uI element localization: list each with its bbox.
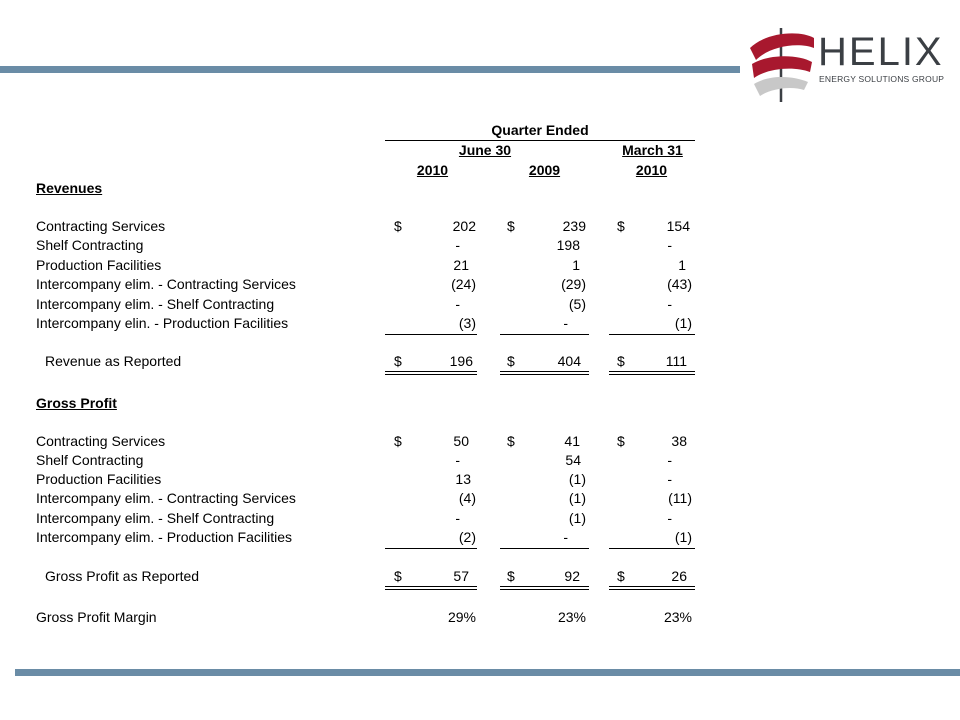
- cell-value: 29%: [447, 609, 476, 625]
- currency-symbol: $: [617, 218, 625, 234]
- cell-value: (1): [568, 510, 586, 526]
- row-label: Intercompany elim. - Shelf Contracting: [36, 510, 275, 526]
- header-year-2: 2009: [528, 162, 561, 178]
- cell-value: -: [563, 315, 568, 331]
- table-row: [0, 257, 960, 276]
- cell-value: 21: [453, 257, 469, 273]
- cell-value: 26: [671, 568, 687, 584]
- cell-value: 1: [572, 257, 580, 273]
- total-double-underline: [609, 586, 695, 590]
- row-label: Intercompany elim. - Production Facilities: [36, 529, 292, 545]
- subtotal-underline: [609, 334, 695, 335]
- cell-value: 154: [666, 218, 690, 234]
- subtotal-underline: [500, 548, 589, 549]
- table-row-margin: [0, 609, 960, 628]
- header-quarter-ended: Quarter Ended: [491, 122, 589, 138]
- cell-value: 111: [665, 353, 687, 369]
- row-label: Contracting Services: [36, 218, 166, 234]
- table-row: [0, 510, 960, 529]
- row-label: Contracting Services: [36, 433, 166, 449]
- table-row: [0, 433, 960, 452]
- table-row: [0, 218, 960, 237]
- helix-swirl-icon: [748, 28, 818, 102]
- cell-value: -: [455, 510, 460, 526]
- cell-value: 202: [452, 218, 476, 234]
- cell-value: (3): [458, 315, 476, 331]
- cell-value: 41: [564, 433, 580, 449]
- table-row-total: [0, 568, 960, 587]
- row-label: Intercompany elin. - Production Facilities: [36, 315, 289, 331]
- currency-symbol: $: [617, 568, 625, 584]
- row-label: Intercompany elim. - Shelf Contracting: [36, 296, 275, 312]
- subtotal-underline: [500, 334, 589, 335]
- cell-value: 23%: [557, 609, 586, 625]
- cell-value: (43): [667, 276, 692, 292]
- cell-value: -: [667, 452, 672, 468]
- subtotal-underline: [385, 334, 477, 335]
- cell-value: (1): [674, 315, 692, 331]
- total-double-underline: [609, 371, 695, 375]
- logo-wordmark: HELIX: [818, 30, 944, 74]
- row-label: Intercompany elim. - Contracting Services: [36, 490, 296, 506]
- row-label: Shelf Contracting: [36, 452, 144, 468]
- cell-value: 404: [557, 353, 581, 369]
- total-double-underline: [500, 371, 589, 375]
- header-year-1: 2010: [416, 162, 449, 178]
- row-label: Revenue as Reported: [45, 353, 182, 369]
- cell-value: (5): [568, 296, 586, 312]
- table-row: [0, 315, 960, 334]
- cell-value: (1): [674, 529, 692, 545]
- total-double-underline: [385, 371, 477, 375]
- cell-value: -: [455, 237, 460, 253]
- row-label: Shelf Contracting: [36, 237, 144, 253]
- currency-symbol: $: [394, 568, 402, 584]
- cell-value: -: [667, 237, 672, 253]
- table-row: [0, 490, 960, 509]
- total-double-underline: [385, 586, 477, 590]
- currency-symbol: $: [394, 433, 402, 449]
- cell-value: -: [667, 471, 672, 487]
- table-row-total: [0, 353, 960, 372]
- header-march-31: March 31: [622, 142, 683, 158]
- currency-symbol: $: [394, 353, 402, 369]
- table-row: [0, 296, 960, 315]
- row-label: Intercompany elim. - Contracting Services: [36, 276, 296, 292]
- currency-symbol: $: [617, 433, 625, 449]
- logo-tagline: ENERGY SOLUTIONS GROUP: [819, 74, 945, 84]
- cell-value: (11): [668, 490, 692, 506]
- cell-value: 198: [556, 237, 580, 253]
- header-year-3: 2010: [635, 162, 668, 178]
- section-revenues: [0, 180, 960, 199]
- section-gross-profit: [0, 395, 960, 414]
- total-double-underline: [500, 586, 589, 590]
- table-row: [0, 452, 960, 471]
- table-row: [0, 529, 960, 548]
- row-label: Gross Profit Margin: [36, 609, 157, 625]
- cell-value: (29): [561, 276, 586, 292]
- cell-value: (4): [458, 490, 476, 506]
- table-row: [0, 276, 960, 295]
- currency-symbol: $: [394, 218, 402, 234]
- row-label: Gross Profit as Reported: [45, 568, 200, 584]
- cell-value: -: [455, 452, 460, 468]
- row-label: Production Facilities: [36, 257, 162, 273]
- subtotal-underline: [609, 548, 695, 549]
- section-title: Revenues: [36, 180, 103, 196]
- cell-value: 239: [562, 218, 586, 234]
- cell-value: (2): [458, 529, 476, 545]
- currency-symbol: $: [507, 568, 515, 584]
- cell-value: -: [667, 510, 672, 526]
- currency-symbol: $: [507, 353, 515, 369]
- cell-value: -: [563, 529, 568, 545]
- cell-value: (1): [568, 490, 586, 506]
- currency-symbol: $: [507, 218, 515, 234]
- currency-symbol: $: [507, 433, 515, 449]
- bottom-accent-bar: [15, 669, 960, 676]
- subtotal-underline: [385, 548, 477, 549]
- cell-value: -: [455, 296, 460, 312]
- cell-value: 54: [565, 452, 581, 468]
- cell-value: 196: [449, 353, 473, 369]
- table-row: [0, 237, 960, 256]
- cell-value: 1: [678, 257, 686, 273]
- header-underline: [385, 140, 695, 141]
- header-june-30: June 30: [458, 142, 512, 158]
- cell-value: 13: [455, 471, 471, 487]
- helix-logo: [748, 28, 948, 102]
- cell-value: (1): [568, 471, 586, 487]
- section-title: Gross Profit: [36, 395, 117, 411]
- cell-value: -: [667, 296, 672, 312]
- cell-value: 50: [453, 433, 469, 449]
- top-accent-bar: [0, 66, 740, 73]
- row-label: Production Facilities: [36, 471, 162, 487]
- cell-value: (24): [451, 276, 476, 292]
- cell-value: 23%: [663, 609, 692, 625]
- cell-value: 92: [564, 568, 580, 584]
- currency-symbol: $: [617, 353, 625, 369]
- cell-value: 57: [453, 568, 469, 584]
- table-row: [0, 471, 960, 490]
- cell-value: 38: [671, 433, 687, 449]
